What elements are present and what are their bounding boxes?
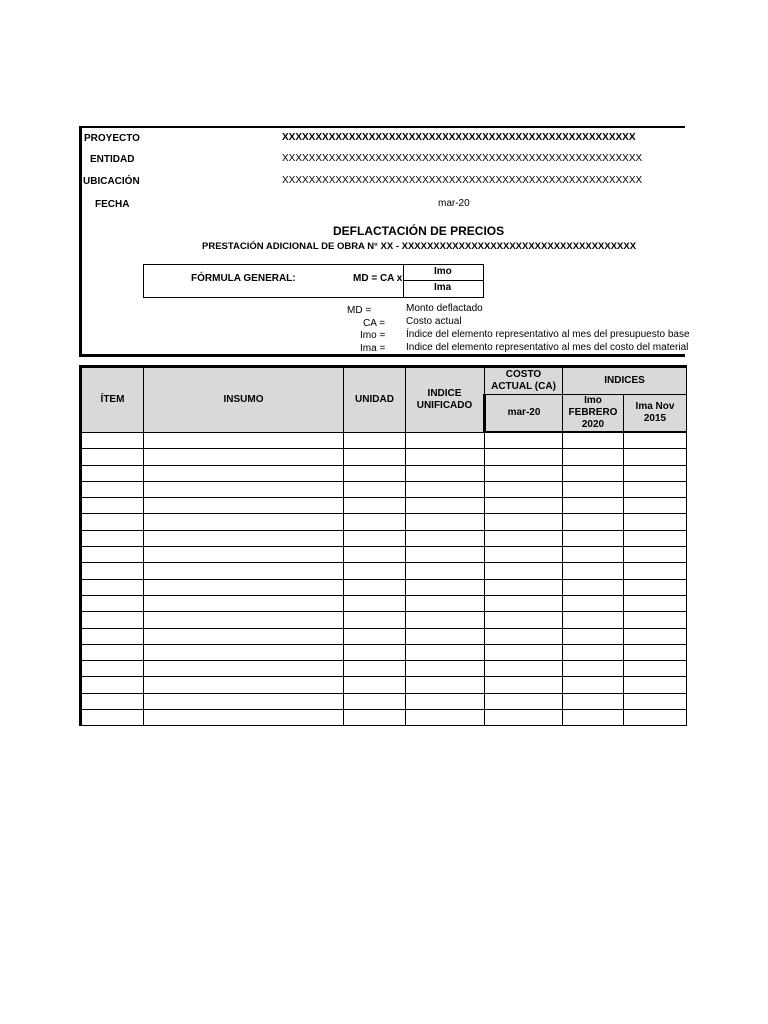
table-cell[interactable] [624,498,687,514]
table-cell[interactable] [624,693,687,709]
table-cell[interactable] [563,481,624,497]
header-indice-unificado: INDICE UNIFICADO [406,367,485,433]
table-cell[interactable] [406,693,485,709]
table-cell[interactable] [485,547,563,563]
table-cell[interactable] [144,677,344,693]
formula-label: FÓRMULA GENERAL: [191,273,296,284]
formula-numerator: Imo [434,266,452,277]
table-cell[interactable] [624,661,687,677]
table-row [81,498,687,514]
fraction-line [403,280,484,281]
table-cell[interactable] [144,710,344,726]
table-cell[interactable] [406,628,485,644]
table-row [81,644,687,660]
table-row [81,677,687,693]
table-cell[interactable] [144,432,344,449]
table-cell[interactable] [81,612,144,628]
table-cell[interactable] [485,661,563,677]
table-row [81,628,687,644]
table-cell[interactable] [81,547,144,563]
table-cell[interactable] [563,547,624,563]
table-cell[interactable] [144,449,344,465]
table-row [81,563,687,579]
table-cell[interactable] [344,628,406,644]
table-cell[interactable] [144,514,344,530]
table-cell[interactable] [144,530,344,546]
table-cell[interactable] [344,710,406,726]
table-cell[interactable] [563,579,624,595]
legend-text: Monto deflactado [406,303,483,314]
table-cell[interactable] [485,693,563,709]
table-cell[interactable] [485,563,563,579]
deflation-table [79,365,687,726]
table-cell[interactable] [563,612,624,628]
table-cell[interactable] [485,432,563,449]
table-cell[interactable] [563,465,624,481]
proyecto-label: PROYECTO [84,133,140,144]
table-body [81,432,687,726]
table-row [81,449,687,465]
table-cell[interactable] [563,595,624,611]
table-cell[interactable] [144,481,344,497]
header-ima: Ima Nov 2015 [624,395,687,433]
table-cell[interactable] [81,481,144,497]
legend-symbol: CA = [363,318,385,329]
entidad-label: ENTIDAD [90,154,135,165]
table-cell[interactable] [624,547,687,563]
table-row [81,693,687,709]
table-cell[interactable] [344,530,406,546]
table-cell[interactable] [406,465,485,481]
table-cell[interactable] [485,677,563,693]
table-cell[interactable] [563,677,624,693]
table-cell[interactable] [81,710,144,726]
page-title: DEFLACTACIÓN DE PRECIOS [333,224,505,238]
table-row [81,595,687,611]
table-cell[interactable] [406,563,485,579]
table-cell[interactable] [81,498,144,514]
table-cell[interactable] [624,628,687,644]
table-row [81,547,687,563]
table-row [81,530,687,546]
table-cell[interactable] [624,465,687,481]
table-cell[interactable] [344,449,406,465]
table-cell[interactable] [485,710,563,726]
table-cell[interactable] [563,628,624,644]
table-cell[interactable] [624,677,687,693]
table-cell[interactable] [485,449,563,465]
table-row [81,432,687,449]
table-cell[interactable] [144,465,344,481]
table-cell[interactable] [344,644,406,660]
table-cell[interactable] [144,693,344,709]
formula-expression: MD = CA x [353,273,403,284]
table-row [81,661,687,677]
fecha-value: mar-20 [438,198,470,209]
table-cell[interactable] [344,563,406,579]
table-cell[interactable] [485,514,563,530]
table-cell[interactable] [485,644,563,660]
table-cell[interactable] [344,595,406,611]
table-cell[interactable] [344,547,406,563]
table-cell[interactable] [81,465,144,481]
table-cell[interactable] [624,595,687,611]
proyecto-value: XXXXXXXXXXXXXXXXXXXXXXXXXXXXXXXXXXXXXXXXXXXXXXXXXXXXX [282,132,636,143]
table-cell[interactable] [624,612,687,628]
table-cell[interactable] [563,449,624,465]
table-cell[interactable] [624,432,687,449]
legend-text: Índice del elemento representativo al mes del presupuesto base [406,329,690,340]
table-cell[interactable] [344,661,406,677]
legend-symbol: MD = [347,305,372,316]
table-cell[interactable] [406,612,485,628]
table-cell[interactable] [563,563,624,579]
table-cell[interactable] [563,693,624,709]
table-cell[interactable] [406,432,485,449]
table-cell[interactable] [144,547,344,563]
table-row [81,612,687,628]
table-cell[interactable] [624,710,687,726]
table-row [81,579,687,595]
table-cell[interactable] [485,498,563,514]
table-cell[interactable] [344,481,406,497]
table-cell[interactable] [81,677,144,693]
table-cell[interactable] [81,595,144,611]
header-unidad: UNIDAD [344,367,406,433]
table-row [81,710,687,726]
fecha-label: FECHA [95,199,130,210]
table-cell[interactable] [485,579,563,595]
table-cell[interactable] [144,612,344,628]
legend-symbol: Ima = [360,343,386,354]
header-imo: Imo FEBRERO 2020 [563,395,624,433]
header-insumo: INSUMO [144,367,344,433]
table-cell[interactable] [344,432,406,449]
table-cell[interactable] [344,677,406,693]
table-cell[interactable] [81,661,144,677]
table-cell[interactable] [144,579,344,595]
header-costo-actual: COSTO ACTUAL (CA) [485,367,563,395]
table-cell[interactable] [406,514,485,530]
table-cell[interactable] [485,628,563,644]
table-cell[interactable] [406,661,485,677]
table-cell[interactable] [624,563,687,579]
table-cell[interactable] [624,514,687,530]
table-cell[interactable] [624,579,687,595]
table-cell[interactable] [563,432,624,449]
table-cell[interactable] [81,579,144,595]
table-cell[interactable] [144,644,344,660]
table-cell[interactable] [563,661,624,677]
table-cell[interactable] [344,514,406,530]
header-indices: INDICES [563,367,687,395]
entidad-value: XXXXXXXXXXXXXXXXXXXXXXXXXXXXXXXXXXXXXXXXXXXXXXXXXXXXXX [282,153,643,164]
table-cell[interactable] [485,595,563,611]
table-cell[interactable] [144,498,344,514]
table-cell[interactable] [344,465,406,481]
table-cell[interactable] [406,579,485,595]
header-item: ÍTEM [81,367,144,433]
table-cell[interactable] [406,595,485,611]
table-cell[interactable] [485,530,563,546]
table-cell[interactable] [81,530,144,546]
table-cell[interactable] [406,481,485,497]
table-cell[interactable] [144,563,344,579]
table-cell[interactable] [624,530,687,546]
page-subtitle: PRESTACIÓN ADICIONAL DE OBRA N° XX - XXXXXXXXXXXXXXXXXXXXXXXXXXXXXXXXXXXXX [202,241,637,252]
formula-denominator: Ima [434,282,452,293]
legend-text: Indice del elemento representativo al mes del costo del material [406,342,689,353]
table-cell[interactable] [144,661,344,677]
table-cell[interactable] [563,514,624,530]
table-cell[interactable] [81,432,144,449]
table-cell[interactable] [406,644,485,660]
table-row [81,514,687,530]
table-cell[interactable] [344,612,406,628]
table-cell[interactable] [81,449,144,465]
table-cell[interactable] [81,628,144,644]
table-cell[interactable] [144,595,344,611]
ubicacion-label: UBICACIÓN [83,176,140,187]
legend-symbol: Imo = [360,330,386,341]
ubicacion-value: XXXXXXXXXXXXXXXXXXXXXXXXXXXXXXXXXXXXXXXXXXXXXXXXXXXXXX [282,175,643,186]
table-cell[interactable] [485,612,563,628]
table-cell[interactable] [624,644,687,660]
table-cell[interactable] [406,530,485,546]
table-cell[interactable] [563,644,624,660]
table-cell[interactable] [344,693,406,709]
table-cell[interactable] [406,710,485,726]
table-row [81,481,687,497]
table-cell[interactable] [406,498,485,514]
table-cell[interactable] [563,498,624,514]
table-cell[interactable] [144,628,344,644]
table-cell[interactable] [563,710,624,726]
table-cell[interactable] [344,498,406,514]
table-cell[interactable] [406,449,485,465]
table-cell[interactable] [563,530,624,546]
table-cell[interactable] [81,693,144,709]
table-cell[interactable] [624,481,687,497]
table-cell[interactable] [485,465,563,481]
header-costo-actual-date: mar-20 [485,395,563,433]
table-row [81,465,687,481]
table-cell[interactable] [406,547,485,563]
table-cell[interactable] [81,644,144,660]
table-cell[interactable] [406,677,485,693]
table-cell[interactable] [81,514,144,530]
table-cell[interactable] [485,481,563,497]
table-cell[interactable] [81,563,144,579]
legend-text: Costo actual [406,316,462,327]
table-cell[interactable] [344,579,406,595]
table-cell[interactable] [624,449,687,465]
